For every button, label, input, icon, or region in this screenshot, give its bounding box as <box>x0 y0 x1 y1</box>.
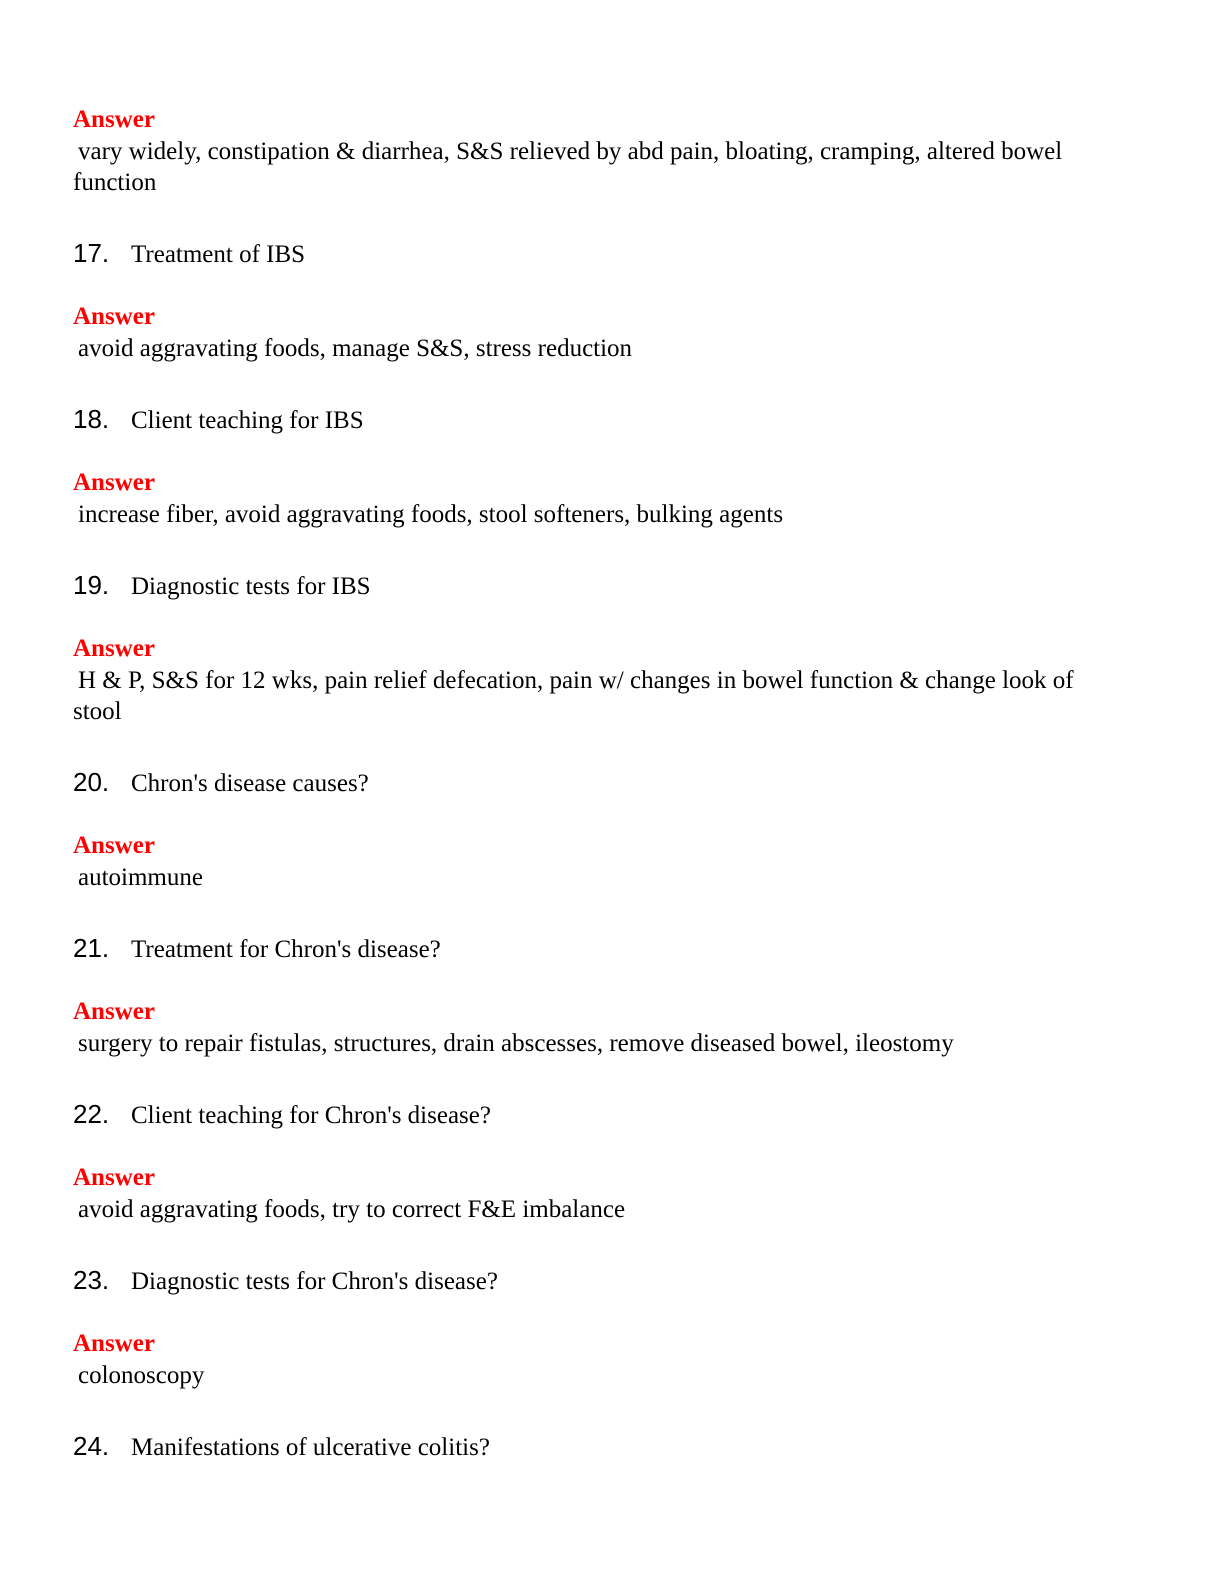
answer-block-19 <box>73 633 1113 727</box>
question-text: Diagnostic tests for IBS <box>131 573 371 600</box>
question-text: Treatment for Chron's disease? <box>131 936 441 963</box>
question-number: 22. <box>73 1099 110 1129</box>
question-text: Treatment of IBS <box>131 241 306 268</box>
answer-text-22: avoid aggravating foods, try to correct F&E imbalance <box>78 1196 626 1223</box>
answer-text-18: increase fiber, avoid aggravating foods, stool softeners, bulking agents <box>78 501 784 528</box>
question-text: Manifestations of ulcerative colitis? <box>131 1434 490 1461</box>
answer-label: Answer <box>73 469 155 496</box>
document-page <box>73 104 1113 1464</box>
answer-text-20: autoimmune <box>78 864 203 891</box>
answer-label: Answer <box>73 303 155 330</box>
question-17 <box>73 237 1113 271</box>
question-22 <box>73 1098 1113 1132</box>
question-number: 23. <box>73 1265 110 1295</box>
answer-block-21 <box>73 996 1113 1059</box>
question-number: 18. <box>73 404 110 434</box>
question-number: 21. <box>73 933 110 963</box>
answer-text-19: H & P, S&S for 12 wks, pain relief defecation, pain w/ changes in bowel function & change look of stool <box>73 667 1074 725</box>
question-number: 20. <box>73 767 110 797</box>
answer-label: Answer <box>73 635 155 662</box>
answer-block-23 <box>73 1328 1113 1391</box>
answer-text-21: surgery to repair fistulas, structures, drain abscesses, remove diseased bowel, ileostomy <box>78 1030 954 1057</box>
question-24 <box>73 1430 1113 1464</box>
question-23 <box>73 1264 1113 1298</box>
answer-label: Answer <box>73 1330 155 1357</box>
question-20 <box>73 766 1113 800</box>
answer-label: Answer <box>73 1164 155 1191</box>
answer-label: Answer <box>73 998 155 1025</box>
question-number: 24. <box>73 1431 110 1461</box>
question-text: Chron's disease causes? <box>131 770 369 797</box>
question-18 <box>73 403 1113 437</box>
question-21 <box>73 932 1113 966</box>
question-text: Client teaching for IBS <box>131 407 364 434</box>
answer-block-17 <box>73 301 1113 364</box>
question-number: 19. <box>73 570 110 600</box>
answer-block-20 <box>73 830 1113 893</box>
answer-block-16 <box>73 104 1113 198</box>
question-number: 17. <box>73 238 110 268</box>
answer-text-17: avoid aggravating foods, manage S&S, stress reduction <box>78 335 633 362</box>
question-text: Client teaching for Chron's disease? <box>131 1102 491 1129</box>
answer-label: Answer <box>73 832 155 859</box>
answer-block-18 <box>73 467 1113 530</box>
question-19 <box>73 569 1113 603</box>
question-text: Diagnostic tests for Chron's disease? <box>131 1268 498 1295</box>
answer-text-23: colonoscopy <box>78 1362 205 1389</box>
answer-text-16: vary widely, constipation & diarrhea, S&S relieved by abd pain, bloating, cramping, altered bowel function <box>73 138 1063 196</box>
answer-block-22 <box>73 1162 1113 1225</box>
answer-label: Answer <box>73 106 155 133</box>
